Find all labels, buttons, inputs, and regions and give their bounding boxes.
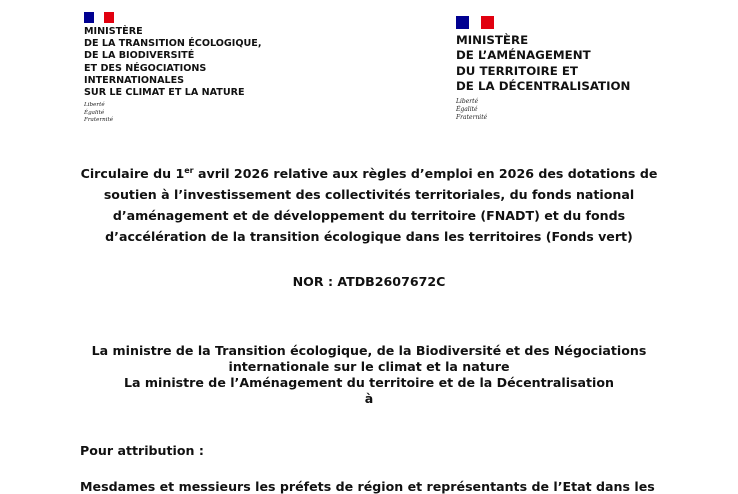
ministry-name-line: DE LA DÉCENTRALISATION	[456, 79, 631, 94]
ministry-name-line: MINISTÈRE	[84, 26, 143, 37]
ministry-name-line: MINISTÈRE	[456, 33, 529, 47]
ministry-name-line: INTERNATIONALES	[84, 74, 185, 86]
recipients-line: Mesdames et messieurs les préfets de région et représentants de l’Etat dans les	[80, 479, 655, 494]
signatory-line: internationale sur le climat et la nature	[228, 359, 510, 374]
nor-reference: NOR : ATDB2607672C	[292, 274, 446, 289]
ministry-name	[84, 26, 262, 99]
ministry-name-line: DE LA BIODIVERSITÉ	[84, 50, 195, 62]
ministry-name-line: DE LA TRANSITION ÉCOLOGIQUE,	[84, 38, 262, 50]
signatories	[0, 343, 738, 407]
flag-red-stripe	[481, 16, 494, 29]
motto-line: Liberté	[456, 97, 479, 105]
circular-title-line: soutien à l’investissement des collectivités territoriales, du fonds national	[103, 187, 635, 202]
flag-blue-stripe	[456, 16, 469, 29]
ministry-name-line: SUR LE CLIMAT ET LA NATURE	[84, 87, 245, 99]
motto-line: Fraternité	[456, 114, 488, 122]
ministry-logo-territory	[456, 16, 630, 122]
circular-title-text: Circulaire du 1	[80, 166, 185, 181]
ministry-name-line: DE L’AMÉNAGEMENT	[456, 48, 591, 63]
motto-line: Liberté	[84, 102, 105, 109]
signatory-line: La ministre de l’Aménagement du territoire et de la Décentralisation	[124, 375, 614, 390]
ordinal-superscript: er	[184, 165, 194, 175]
flag-white-stripe	[469, 16, 482, 29]
flag-white-stripe	[94, 12, 104, 23]
flag-blue-stripe	[84, 12, 94, 23]
circular-title-line: d’aménagement et de développement du territoire (FNADT) et du fonds	[112, 208, 626, 223]
circular-title	[0, 163, 738, 247]
ministry-name	[456, 33, 630, 95]
circular-title-line	[0, 163, 738, 184]
signatory-line: La ministre de la Transition écologique, de la Biodiversité et des Négociations	[91, 343, 647, 358]
marianne-flag-icon	[456, 16, 494, 29]
republic-motto	[84, 102, 262, 124]
marianne-flag-icon	[84, 12, 114, 23]
circular-title-line: d’accélération de la transition écologique dans les territoires (Fonds vert)	[105, 229, 633, 244]
circular-title-text: avril 2026 relative aux règles d’emploi en 2026 des dotations de	[193, 166, 658, 181]
ministry-name-line: ET DES NÉGOCIATIONS	[84, 62, 207, 74]
ministry-logo-ecology	[84, 12, 262, 124]
flag-red-stripe	[104, 12, 114, 23]
motto-line: Égalité	[84, 109, 105, 116]
ministry-name-line: DU TERRITOIRE ET	[456, 63, 578, 78]
signatory-line: à	[364, 391, 374, 406]
motto-line: Fraternité	[84, 117, 114, 124]
attribution-heading: Pour attribution :	[80, 443, 204, 458]
motto-line: Égalité	[456, 105, 478, 113]
republic-motto	[456, 98, 630, 123]
